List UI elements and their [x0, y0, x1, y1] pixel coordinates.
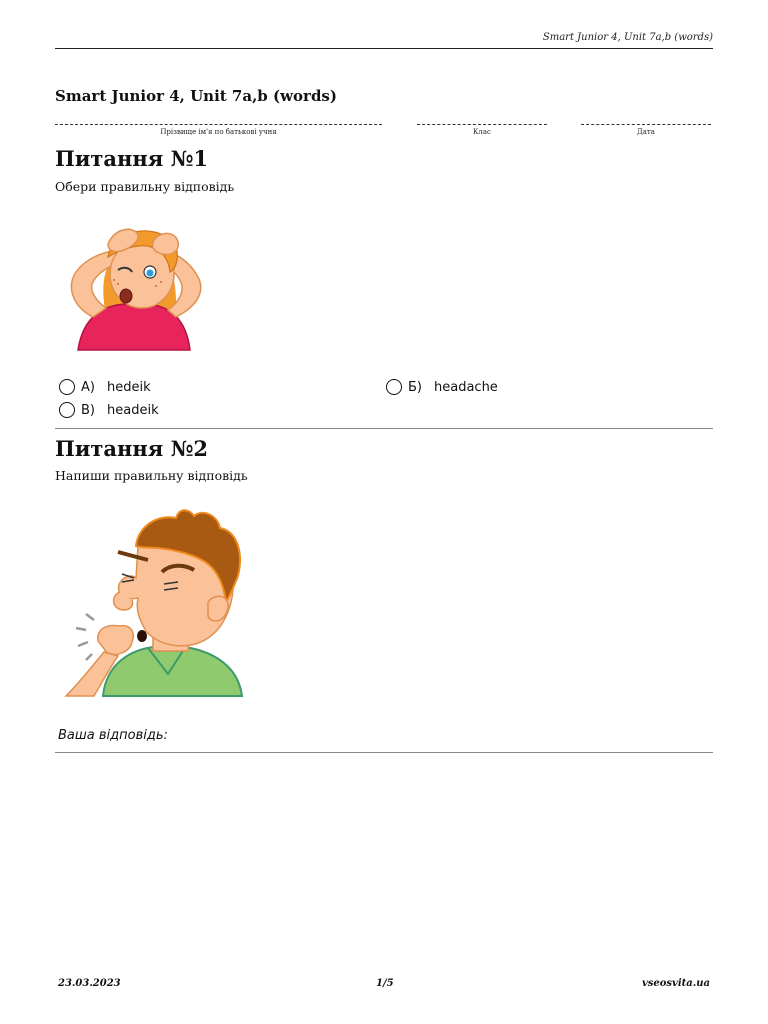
header-rule: [55, 48, 713, 49]
question-2-title: Питання №2: [55, 436, 209, 461]
date-caption: Дата: [637, 128, 655, 136]
option-b-letter: Б): [408, 379, 422, 395]
option-c-text: headeik: [107, 402, 159, 418]
question-1-title: Питання №1: [55, 146, 209, 171]
question-separator: [55, 428, 713, 429]
answer-label: Ваша відповідь:: [58, 728, 168, 743]
option-a-text: hedeik: [107, 379, 151, 395]
document-title: Smart Junior 4, Unit 7a,b (words): [55, 87, 337, 105]
date-line: [581, 124, 711, 125]
option-b-radio[interactable]: [386, 379, 402, 395]
student-name-caption: Прізвище ім'я по батькові учня: [160, 128, 277, 136]
question-1-instruction: Обери правильну відповідь: [55, 179, 235, 194]
option-b-text: headache: [434, 379, 498, 395]
option-c[interactable]: [59, 402, 159, 418]
headache-girl-illustration: [58, 222, 214, 352]
option-b[interactable]: [386, 379, 498, 395]
answer-line[interactable]: [55, 752, 713, 753]
option-a[interactable]: [59, 379, 151, 395]
footer-page-number: 1/5: [376, 978, 394, 989]
question-2-instruction: Напиши правильну відповідь: [55, 468, 248, 483]
option-a-letter: А): [81, 379, 95, 395]
option-c-radio[interactable]: [59, 402, 75, 418]
student-name-line: [55, 124, 382, 125]
class-caption: Клас: [473, 128, 491, 136]
class-line: [417, 124, 547, 125]
footer-site[interactable]: vseosvita.ua: [641, 978, 710, 989]
option-c-letter: В): [81, 402, 95, 418]
option-a-radio[interactable]: [59, 379, 75, 395]
footer-date: 23.03.2023: [58, 978, 121, 989]
coughing-boy-illustration: [58, 506, 248, 698]
running-header: Smart Junior 4, Unit 7a,b (words): [542, 32, 713, 43]
